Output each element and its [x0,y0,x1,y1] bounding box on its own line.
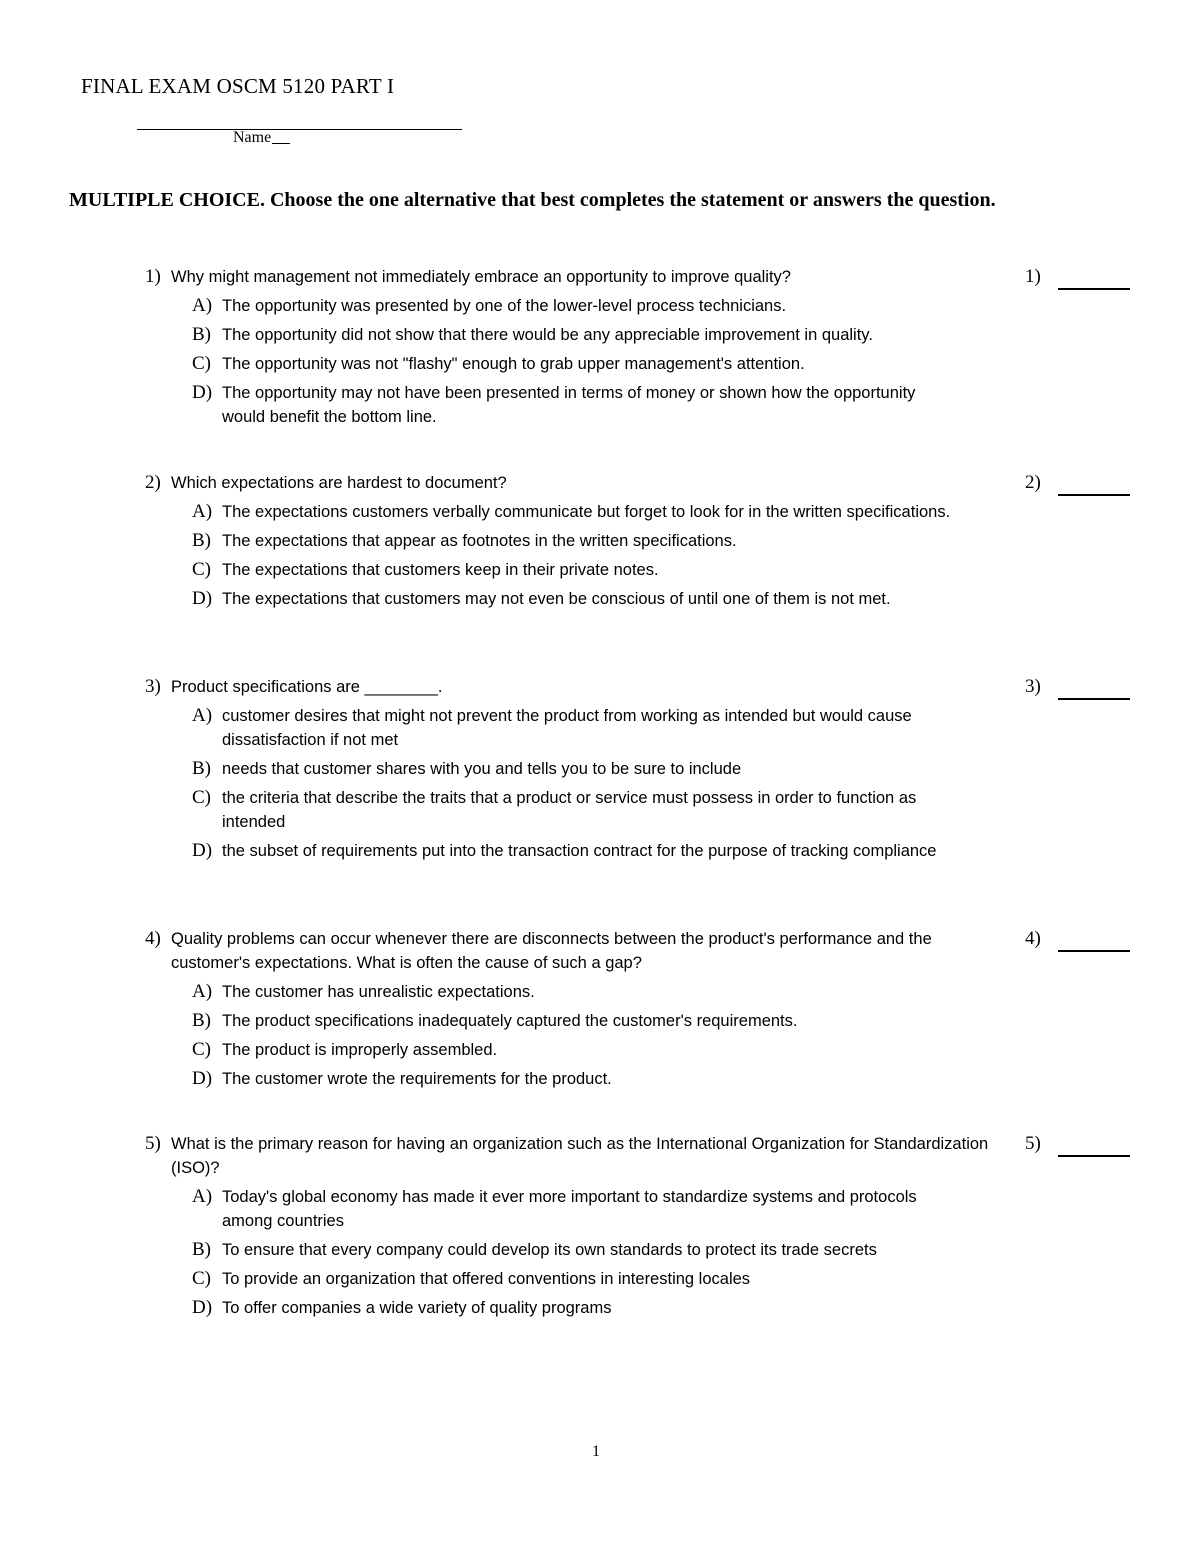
question-number: 2) [145,472,161,493]
option-text: The expectations that customers keep in their private notes. [222,561,659,579]
answer-slot-1[interactable] [1025,265,1135,295]
option-a [145,704,992,752]
question-text: Product specifications are ________. [171,678,443,696]
question-text: What is the primary reason for having an organization such as the International Organization for Standardization (ISO)? [171,1135,989,1177]
answer-slot-4[interactable] [1025,927,1135,957]
option-letter: D) [192,1068,213,1089]
option-a [145,500,952,524]
question-number: 5) [145,1133,161,1154]
option-letter: B) [192,758,211,779]
question-2 [145,471,1025,616]
option-d [145,1296,1025,1320]
question-stem [145,471,1025,495]
answer-slot-5[interactable] [1025,1132,1135,1162]
option-b [145,1009,1025,1033]
option-letter: C) [192,787,211,808]
option-b [145,1238,1025,1262]
option-text: needs that customer shares with you and tells you to be sure to include [222,760,742,778]
option-a [145,294,1025,318]
option-a [145,980,1025,1004]
option-d [145,587,1025,611]
option-text: The opportunity did not show that there would be any appreciable improvement in quality. [222,326,873,344]
option-text: The expectations customers verbally communicate but forget to look for in the written specifications. [222,503,951,521]
answer-number: 2) [1025,472,1041,493]
option-text: To provide an organization that offered conventions in interesting locales [222,1270,751,1288]
option-letter: B) [192,530,211,551]
answer-blank[interactable] [1058,950,1130,952]
answer-blank[interactable] [1058,494,1130,496]
option-b [145,757,1025,781]
option-d [145,1067,1025,1091]
question-number: 1) [145,266,161,287]
option-letter: C) [192,559,211,580]
option-c [145,786,942,834]
option-letter: B) [192,1010,211,1031]
question-stem [145,927,991,975]
answer-number: 5) [1025,1133,1041,1154]
exam-title: FINAL EXAM OSCM 5120 PART I [81,74,395,98]
option-a [145,1185,962,1233]
option-letter: D) [192,588,213,609]
option-c [145,1038,1025,1062]
option-text: The product specifications inadequately captured the customer's requirements. [222,1012,798,1030]
question-number: 4) [145,928,161,949]
answer-number: 1) [1025,266,1041,287]
option-letter: D) [192,1297,213,1318]
question-number: 3) [145,676,161,697]
answer-blank[interactable] [1058,1155,1130,1157]
option-text: the subset of requirements put into the transaction contract for the purpose of tracking compliance [222,842,937,860]
option-text: The opportunity was not "flashy" enough to grab upper management's attention. [222,355,805,373]
option-text: The product is improperly assembled. [222,1041,498,1059]
option-text: customer desires that might not prevent the product from working as intended but would cause dissatisfaction if not met [222,707,912,749]
option-letter: B) [192,1239,211,1260]
option-d [145,839,962,863]
answer-number: 3) [1025,676,1041,697]
answer-slot-2[interactable] [1025,471,1135,501]
option-letter: A) [192,295,213,316]
question-5 [145,1132,1025,1325]
option-letter: D) [192,382,213,403]
option-letter: B) [192,324,211,345]
name-blank-line [137,129,462,130]
option-letter: A) [192,705,213,726]
option-c [145,352,1025,376]
question-stem [145,675,1025,699]
question-text: Why might management not immediately embrace an opportunity to improve quality? [171,268,791,286]
option-b [145,323,1025,347]
answer-slot-3[interactable] [1025,675,1135,705]
name-label: Name [233,129,290,147]
option-letter: D) [192,840,213,861]
answer-number: 4) [1025,928,1041,949]
option-text: The customer has unrealistic expectations. [222,983,535,1001]
option-b [145,529,1025,553]
option-letter: A) [192,981,213,1002]
answer-blank[interactable] [1058,698,1130,700]
option-d [145,381,942,429]
option-text: Today's global economy has made it ever more important to standardize systems and protocols among countries [222,1188,917,1230]
option-text: To offer companies a wide variety of quality programs [222,1299,612,1317]
question-text: Which expectations are hardest to document? [171,474,507,492]
option-letter: C) [192,1268,211,1289]
option-text: The customer wrote the requirements for the product. [222,1070,612,1088]
option-text: The expectations that appear as footnotes in the written specifications. [222,532,737,550]
option-c [145,558,1025,582]
option-text: The opportunity may not have been presented in terms of money or shown how the opportunity would benefit the bottom line. [222,384,916,426]
question-4 [145,927,1025,1096]
page-number: 1 [592,1443,600,1460]
option-letter: A) [192,501,213,522]
option-text: the criteria that describe the traits that a product or service must possess in order to function as intended [222,789,917,831]
question-text: Quality problems can occur whenever there are disconnects between the product's performance and the customer's expectations. What is often the cause of such a gap? [171,930,932,972]
question-3 [145,675,1025,868]
option-text: The opportunity was presented by one of the lower-level process technicians. [222,297,787,315]
option-letter: C) [192,1039,211,1060]
instructions: MULTIPLE CHOICE. Choose the one alternative that best completes the statement or answers the question. [69,189,996,211]
question-stem [145,1132,996,1180]
question-stem [145,265,1025,289]
option-text: To ensure that every company could develop its own standards to protect its trade secrets [222,1241,877,1259]
option-letter: C) [192,353,211,374]
option-letter: A) [192,1186,213,1207]
question-1 [145,265,1025,434]
answer-blank[interactable] [1058,288,1130,290]
option-c [145,1267,1025,1291]
option-text: The expectations that customers may not even be conscious of until one of them is not met. [222,590,891,608]
